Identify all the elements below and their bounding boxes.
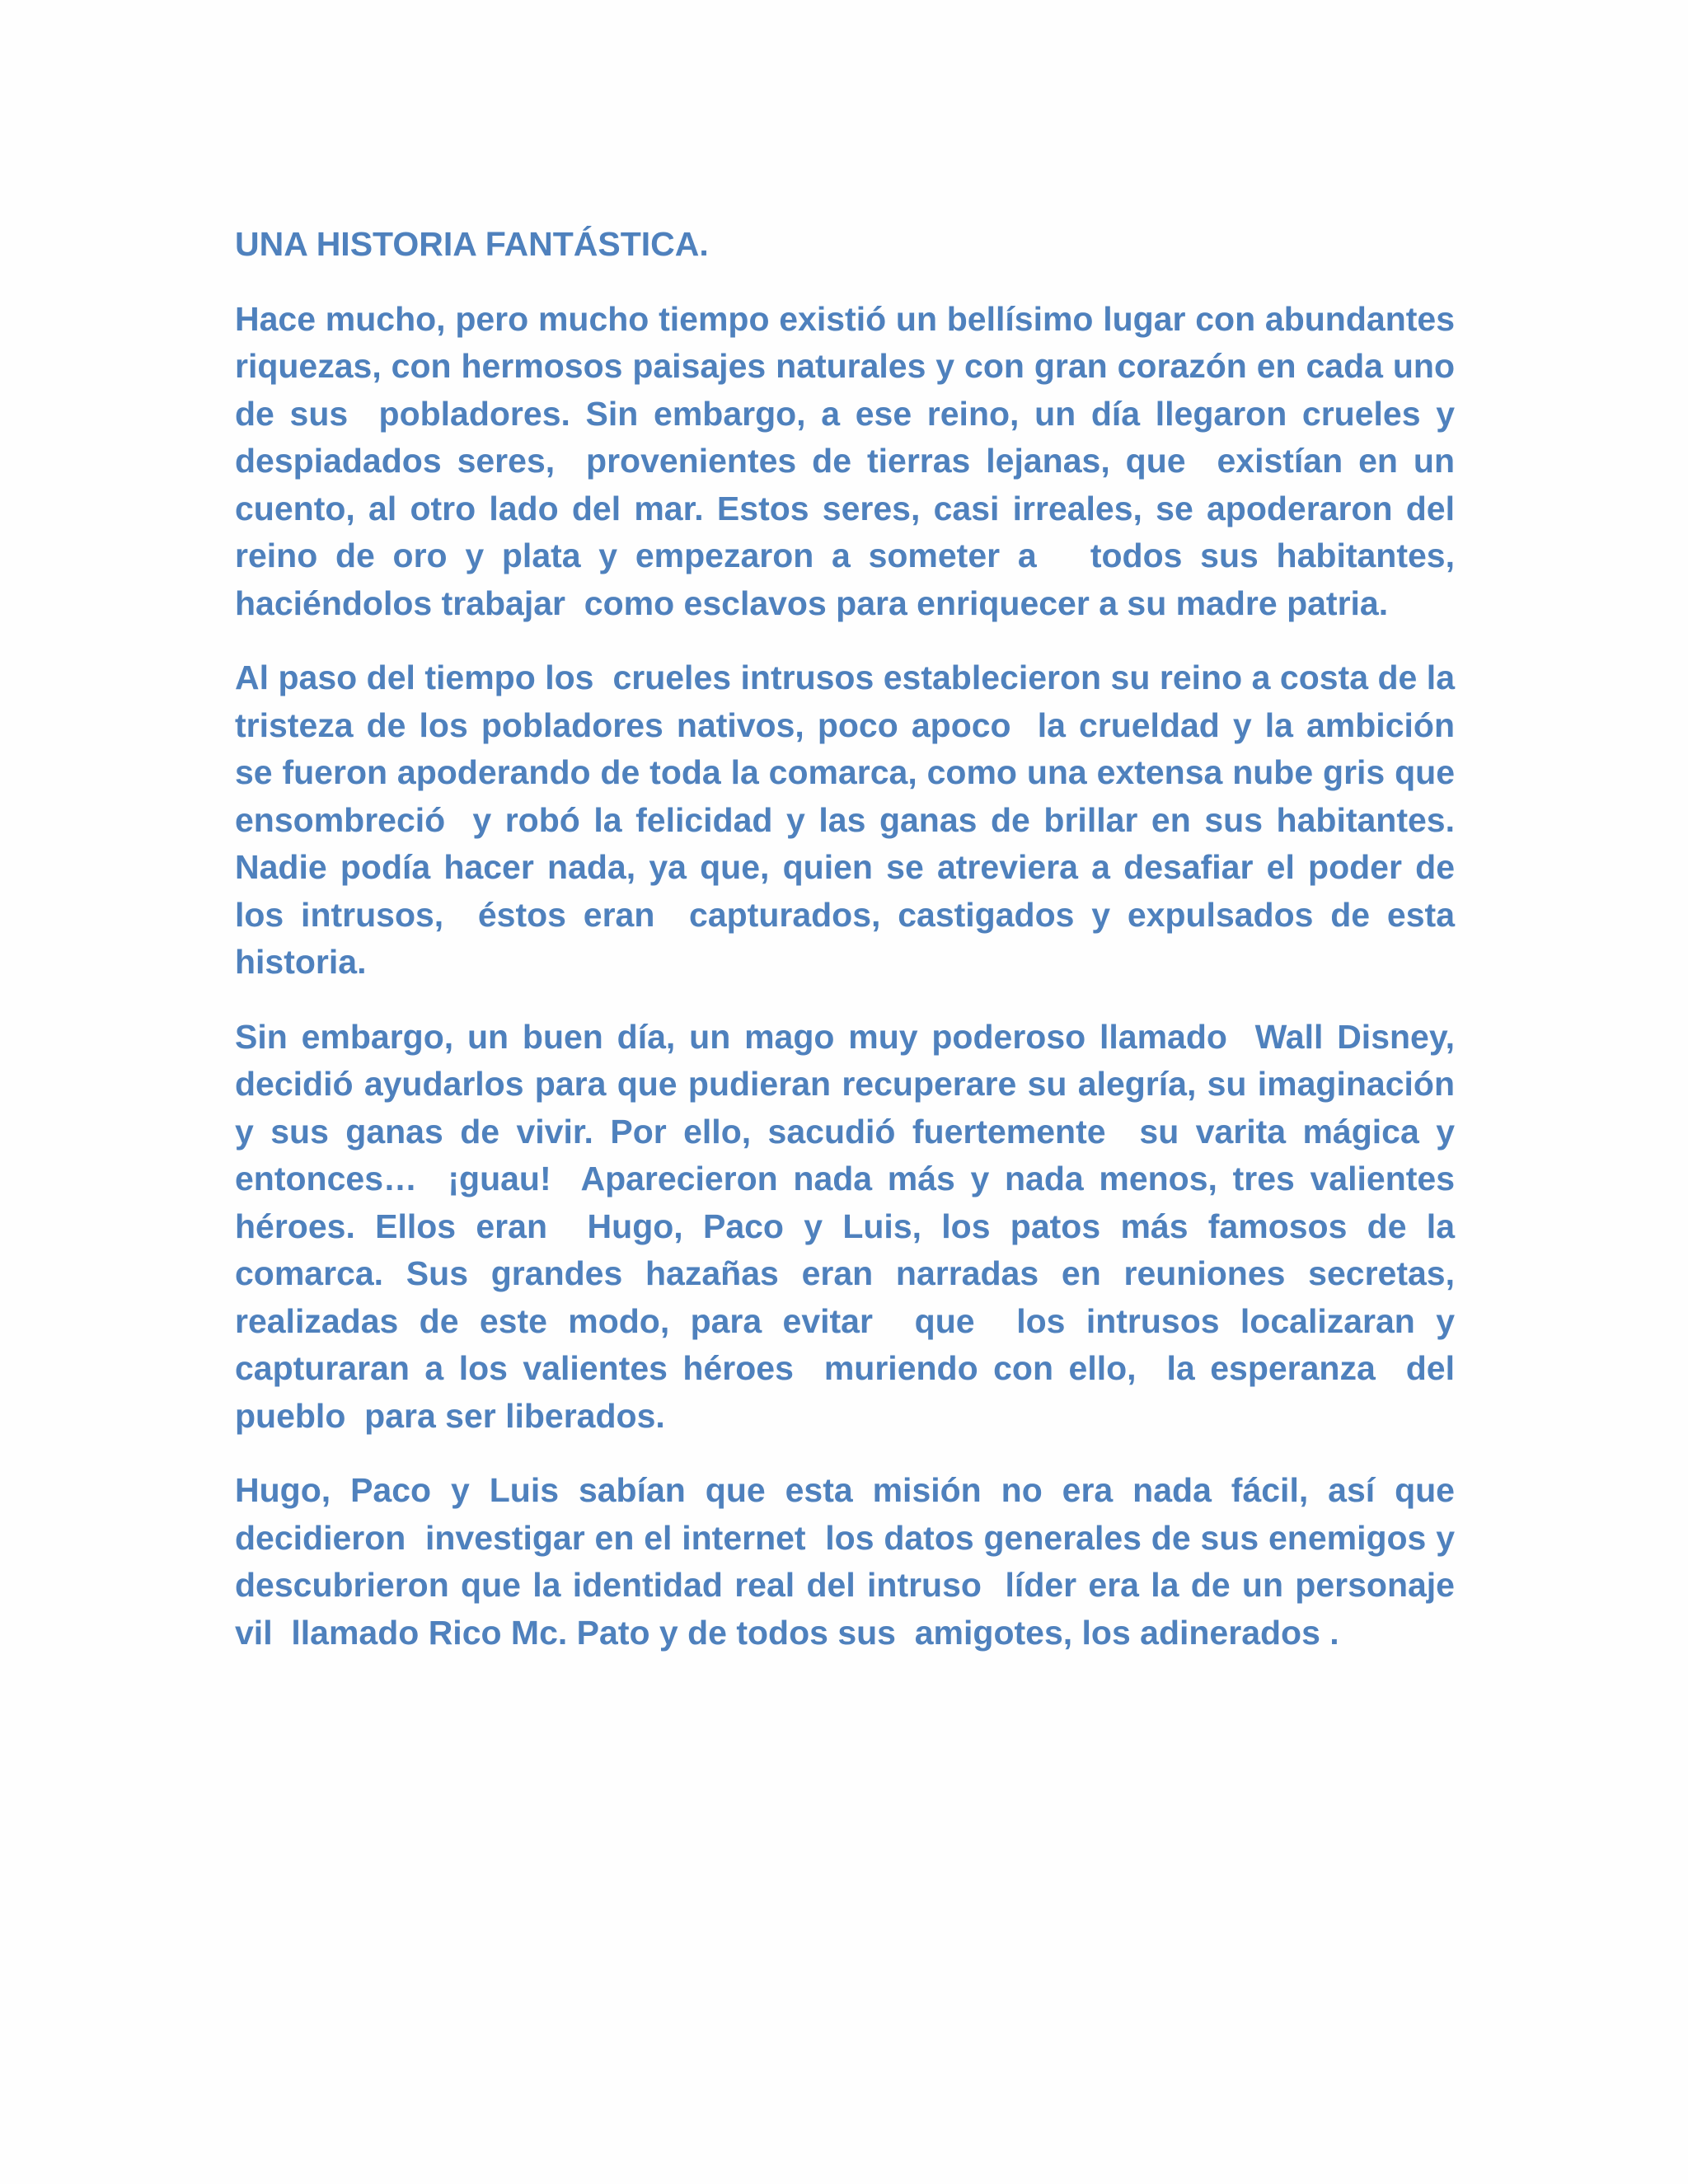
paragraph-3: Sin embargo, un buen día, un mago muy poderoso llamado Wall Disney, decidió ayudarlos para que pudieran recuperare su alegría, su imaginación y sus ganas de vivir. Por ello, sacudió fuertemente su varita mágica y entonces… ¡guau! Aparecieron nada más y nada menos, tres valientes héroes. Ellos eran Hugo, Paco y Luis, los patos más famosos de la comarca. Sus grandes hazañas eran narradas en reuniones secretas, realizadas de este modo, para evitar que los intrusos localizaran y capturaran a los valientes héroes muriendo con ello, la esperanza del pueblo para ser liberados. — [235, 1017, 1465, 1435]
document-body — [235, 221, 1474, 1684]
document-title: UNA HISTORIA FANTÁSTICA. — [235, 225, 709, 263]
paragraph-4: Hugo, Paco y Luis sabían que esta misión no era nada fácil, así que decidieron investigar en el internet los datos generales de sus enemigos y descubrieron que la identidad real del intruso líder era la de un personaje vil llamado Rico Mc. Pato y de todos sus amigotes, los adinerados . — [235, 1471, 1474, 1652]
paragraph-1: Hace mucho, pero mucho tiempo existió un bellísimo lugar con abundantes riquezas, con hermosos paisajes naturales y con gran corazón en cada uno de sus pobladores. Sin embargo, a ese reino, un día llegaron crueles y despiadados seres, provenientes de tierras lejanas, que existían en un cuento, al otro lado del mar. Estos seres, casi irreales, se apoderaron del reino de oro y plata y empezaron a someter a todos sus habitantes, haciéndolos trabajar como esclavos para enriquecer a su madre patria. — [235, 299, 1474, 622]
paragraph-2: Al paso del tiempo los crueles intrusos establecieron su reino a costa de la tristeza de los pobladores nativos, poco apoco la crueldad y la ambición se fueron apoderando de toda la comarca, como una extensa nube gris que ensombreció y robó la felicidad y las ganas de brillar en sus habitantes. Nadie podía hacer nada, ya que, quien se atreviera a desafiar el poder de los intrusos, éstos eran capturados, castigados y expulsados de esta historia. — [235, 658, 1465, 981]
